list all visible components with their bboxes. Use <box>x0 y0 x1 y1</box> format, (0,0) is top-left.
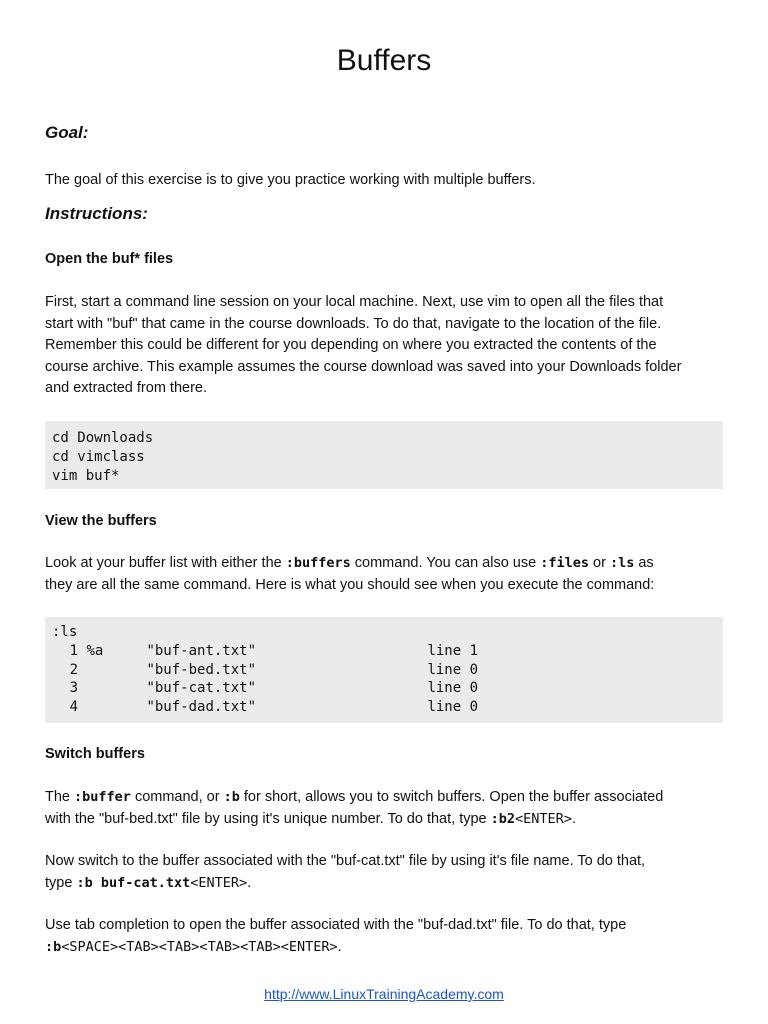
ls-name: "buf-dad.txt" <box>146 699 257 716</box>
switch-text: . <box>337 938 342 955</box>
ls-row <box>52 679 723 698</box>
instructions-heading: Instructions: <box>45 204 148 223</box>
files-command: :files <box>540 555 589 571</box>
ls-num: 4 <box>69 699 78 716</box>
switch-buffers-heading: Switch buffers <box>45 746 145 762</box>
ls-output-block <box>45 617 723 723</box>
ls-line: line 1 <box>427 642 479 659</box>
open-files-line: Remember this could be different for you depending on where you extracted the contents of the <box>45 337 657 353</box>
ls-row <box>52 642 723 661</box>
open-files-code-block <box>45 421 723 489</box>
buffers-command: :buffers <box>285 555 351 571</box>
switch-text: type <box>45 874 77 891</box>
ls-command-inline: :ls <box>609 555 635 571</box>
goal-heading: Goal: <box>45 123 89 142</box>
ls-row <box>52 698 723 717</box>
switch-text: Now switch to the buffer associated with the "buf-cat.txt" file by using it's file name. To do that, <box>45 853 646 869</box>
view-buffers-heading: View the buffers <box>45 513 157 529</box>
enter-key: <ENTER> <box>190 874 248 891</box>
ls-num: 2 <box>69 661 78 678</box>
view-text: or <box>588 555 610 571</box>
switch-text: . <box>571 810 576 827</box>
view-text: as <box>634 555 654 571</box>
open-files-heading: Open the buf* files <box>45 251 174 267</box>
switch-text: The <box>45 789 75 805</box>
code-line: vim buf* <box>52 467 120 484</box>
ls-name: "buf-bed.txt" <box>146 661 257 678</box>
footer-website-link[interactable]: http://www.LinuxTrainingAcademy.com <box>264 986 504 1002</box>
view-text: Look at your buffer list with either the <box>45 555 286 571</box>
switch-paragraph-2 <box>45 851 725 894</box>
open-files-paragraph <box>45 292 725 400</box>
code-line: cd vimclass <box>52 448 145 465</box>
switch-text: with the "buf-bed.txt" file by using it's unique number. To do that, type <box>45 810 491 827</box>
open-files-line: and extracted from there. <box>45 380 207 396</box>
switch-text: for short, allows you to switch buffers. Open the buffer associated <box>239 789 664 805</box>
b-filename-command: :b buf-cat.txt <box>76 874 191 891</box>
ls-flags: %a <box>86 642 104 659</box>
ls-name: "buf-ant.txt" <box>146 642 257 659</box>
switch-text: Use tab completion to open the buffer associated with the "buf-dad.txt" file. To do that, type <box>45 917 627 933</box>
view-text: command. You can also use <box>350 555 541 571</box>
b-command: :b <box>223 789 240 805</box>
view-buffers-paragraph <box>45 553 725 596</box>
goal-text: The goal of this exercise is to give you practice working with multiple buffers. <box>45 172 536 188</box>
b-command: :b <box>45 938 62 955</box>
enter-key: <ENTER> <box>515 810 572 827</box>
open-files-line: start with "buf" that came in the course downloads. To do that, navigate to the location of the file. <box>45 315 662 332</box>
ls-name: "buf-cat.txt" <box>146 680 257 697</box>
ls-num: 1 <box>69 642 78 659</box>
page-title: Buffers <box>336 44 432 77</box>
switch-text: command, or <box>130 789 224 805</box>
open-files-line: First, start a command line session on your local machine. Next, use vim to open all the files that <box>45 294 664 310</box>
b2-command: :b2 <box>490 810 516 827</box>
ls-line: line 0 <box>427 699 479 716</box>
buffer-command: :buffer <box>74 789 131 805</box>
switch-paragraph-3 <box>45 915 725 958</box>
ls-line: line 0 <box>427 661 479 678</box>
footer <box>0 986 768 1002</box>
ls-num: 3 <box>69 680 78 697</box>
tab-completion-keys: <SPACE><TAB><TAB><TAB><TAB><ENTER> <box>61 938 338 955</box>
ls-line: line 0 <box>427 680 479 697</box>
switch-paragraph-1 <box>45 787 725 830</box>
ls-command: :ls <box>52 624 78 640</box>
view-text: they are all the same command. Here is what you should see when you execute the command: <box>45 576 655 593</box>
open-files-line: course archive. This example assumes the course download was saved into your Downloads folder <box>45 358 682 375</box>
switch-text: . <box>247 874 252 891</box>
ls-row <box>52 661 723 680</box>
code-line: cd Downloads <box>52 430 154 446</box>
